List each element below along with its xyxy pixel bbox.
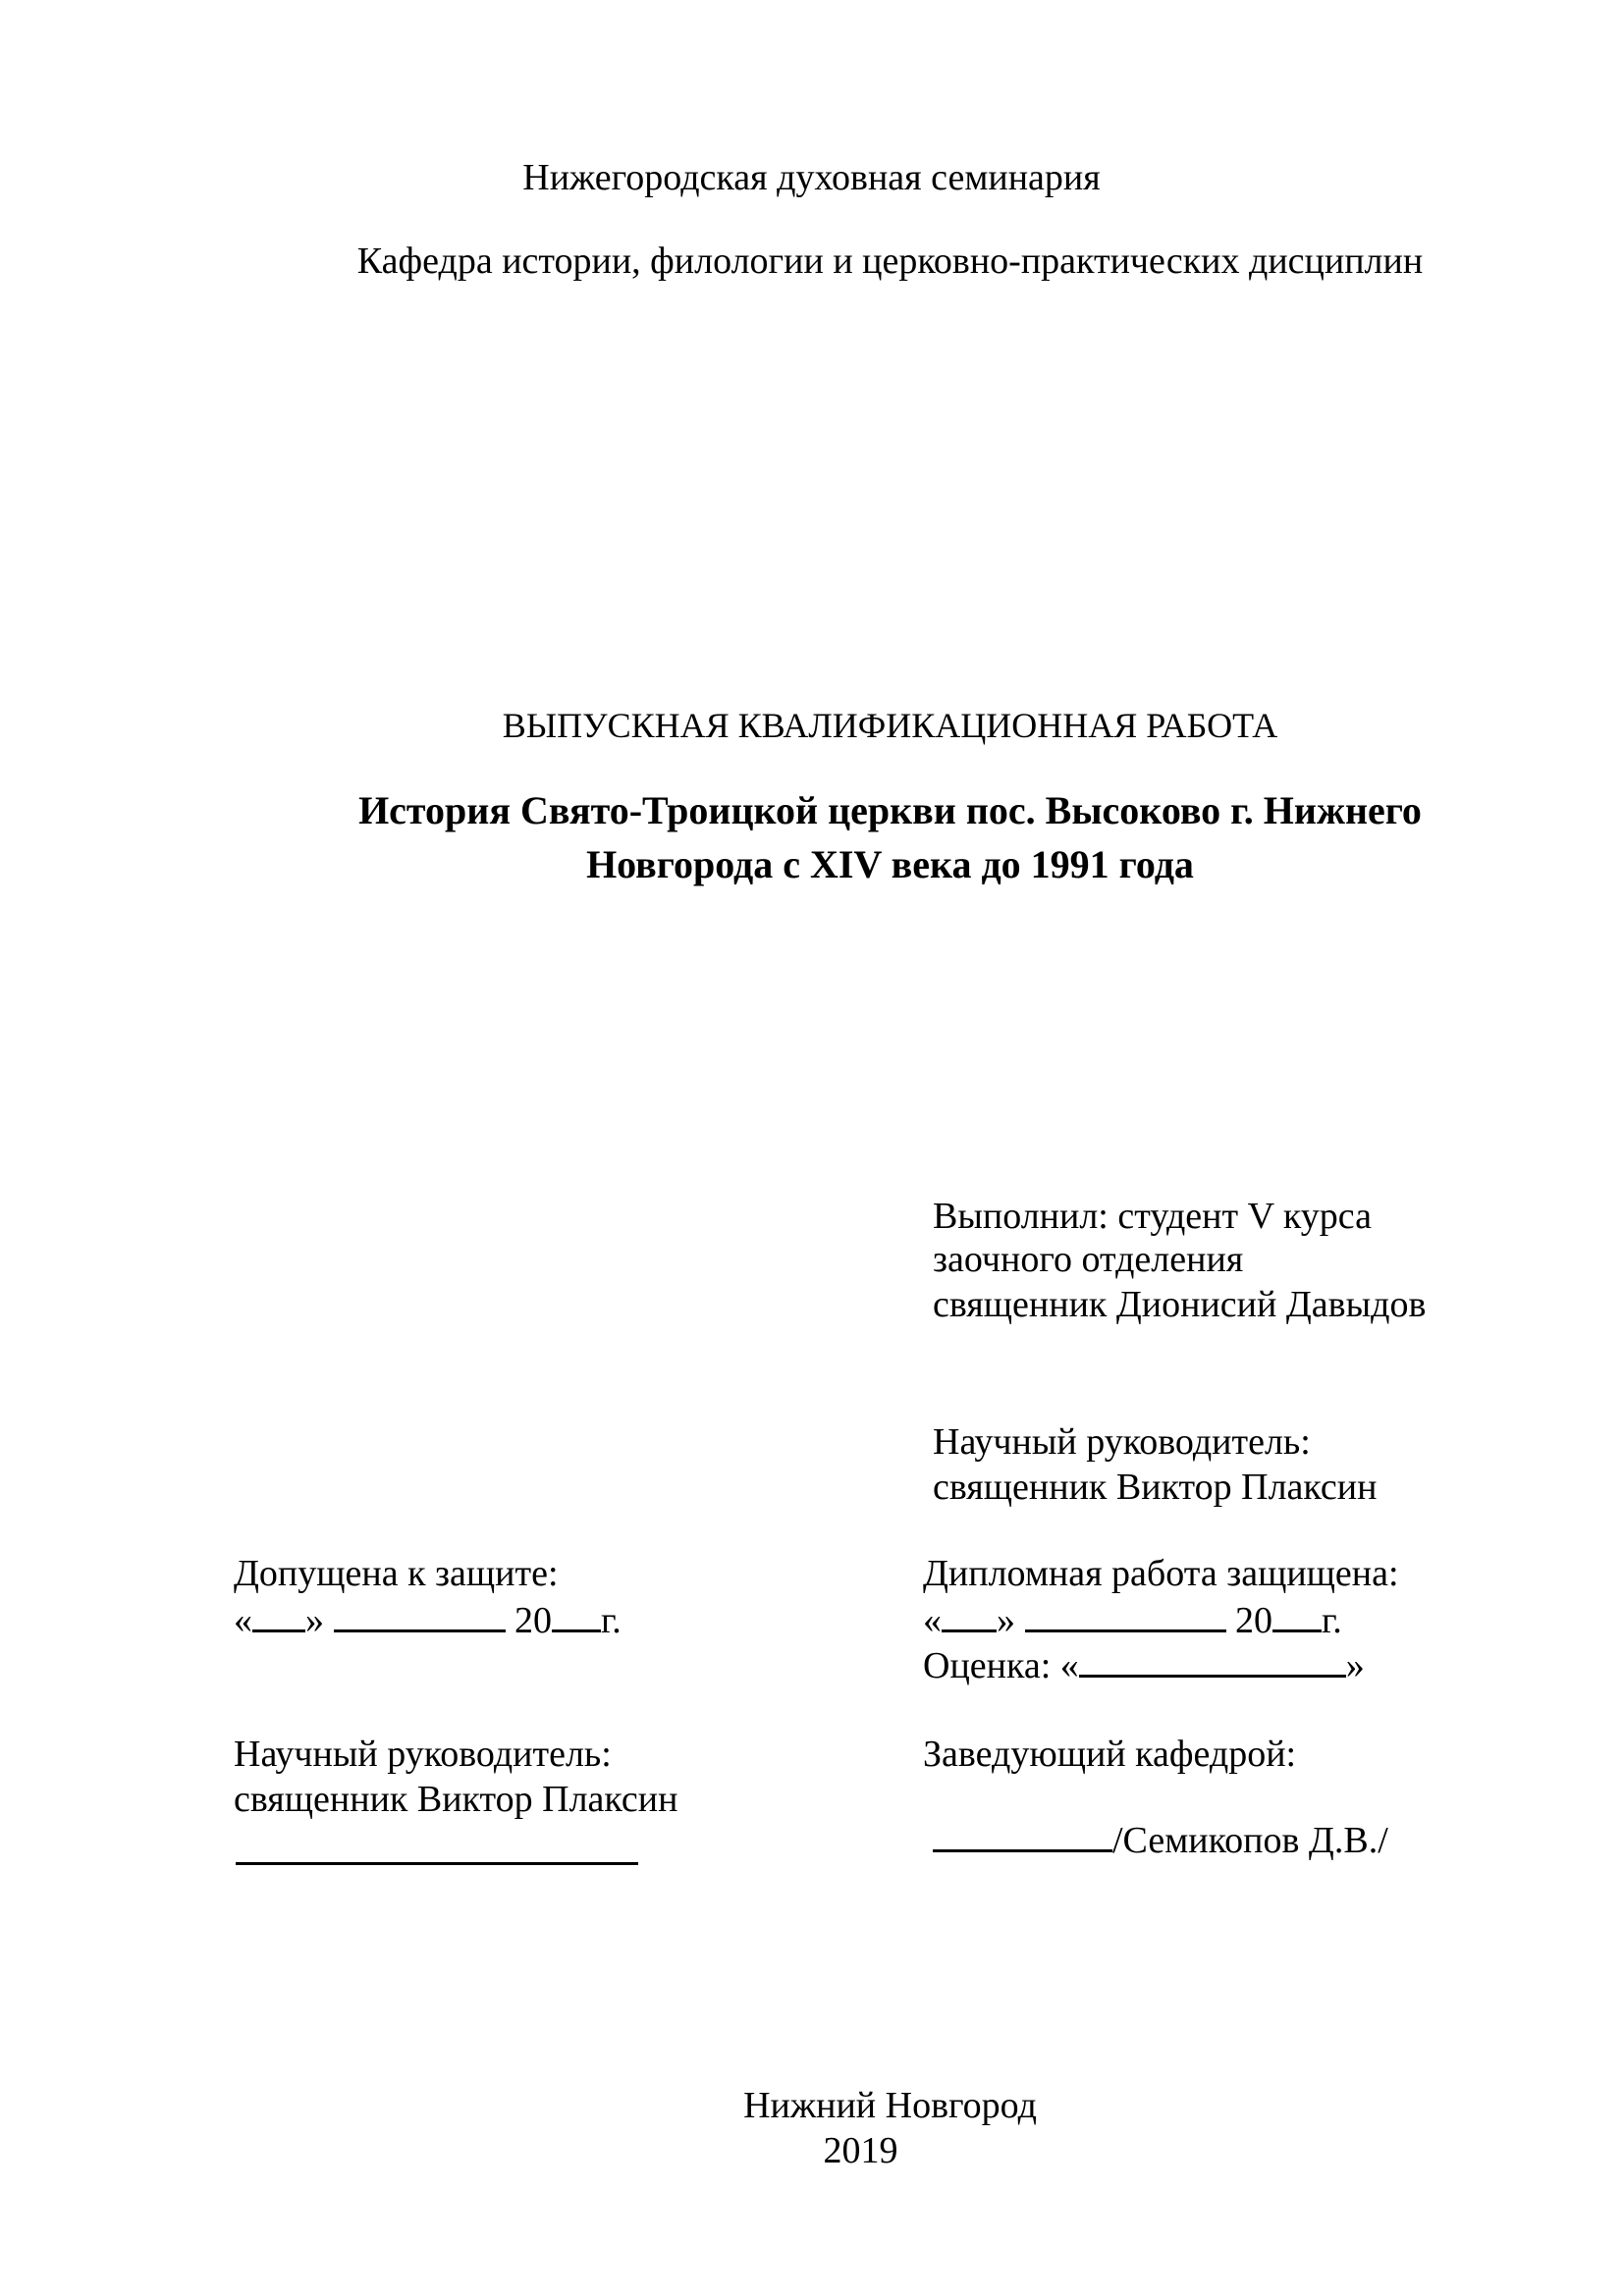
footer-city: Нижний Новгород: [743, 2085, 1037, 2126]
footer-year: 2019: [823, 2130, 898, 2171]
work-title-line1: История Свято-Троицкой церкви пос. Высоково г. Нижнего: [358, 788, 1422, 832]
head-signature-blank: [933, 1820, 1112, 1852]
head-of-department-name: /Семикопов Д.В./: [1112, 1820, 1388, 1861]
author-line2: заочного отделения: [933, 1239, 1244, 1280]
defense-grade-blank: [1079, 1645, 1346, 1678]
supervisor-name: священник Виктор Плаксин: [933, 1467, 1378, 1508]
admission-close-quote: »: [305, 1600, 324, 1641]
defense-label: Дипломная работа защищена:: [923, 1553, 1399, 1594]
admission-open-quote: «: [234, 1600, 252, 1641]
admission-supervisor-label: Научный руководитель:: [234, 1734, 612, 1775]
defense-open-quote: «: [923, 1600, 942, 1641]
work-title-line2: Новгорода с XIV века до 1991 года: [586, 842, 1194, 886]
supervisor-label: Научный руководитель:: [933, 1421, 1311, 1463]
admission-month-blank: [334, 1600, 506, 1632]
defense-year-blank: [1272, 1600, 1322, 1632]
defense-date-line: [923, 1600, 1342, 1641]
supervisor-signature-line: [236, 1862, 638, 1865]
defense-grade-line: [923, 1645, 1365, 1686]
defense-day-blank: [942, 1600, 997, 1632]
head-of-department-label: Заведующий кафедрой:: [923, 1734, 1297, 1775]
admission-year-suffix: г.: [601, 1600, 622, 1641]
author-line1: Выполнил: студент V курса: [933, 1196, 1372, 1237]
defense-grade-close: »: [1345, 1645, 1365, 1686]
admission-year-prefix: 20: [514, 1600, 552, 1641]
admission-supervisor-name: священник Виктор Плаксин: [234, 1779, 678, 1820]
defense-year-suffix: г.: [1322, 1600, 1342, 1641]
department-name: Кафедра истории, филологии и церковно-практических дисциплин: [356, 240, 1424, 282]
work-type: ВЫПУСКНАЯ КВАЛИФИКАЦИОННАЯ РАБОТА: [502, 706, 1278, 745]
defense-year-prefix: 20: [1235, 1600, 1272, 1641]
admission-year-blank: [552, 1600, 601, 1632]
admission-label: Допущена к защите:: [234, 1553, 559, 1594]
institution-name: Нижегородская духовная семинария: [522, 157, 1101, 198]
head-signature-line: [933, 1820, 1388, 1861]
author-line3: священник Дионисий Давыдов: [933, 1284, 1427, 1325]
defense-month-blank: [1025, 1600, 1226, 1632]
admission-date-line: [234, 1600, 622, 1641]
admission-day-blank: [252, 1600, 305, 1632]
defense-close-quote: »: [997, 1600, 1015, 1641]
defense-grade-label: Оценка: «: [923, 1645, 1079, 1686]
